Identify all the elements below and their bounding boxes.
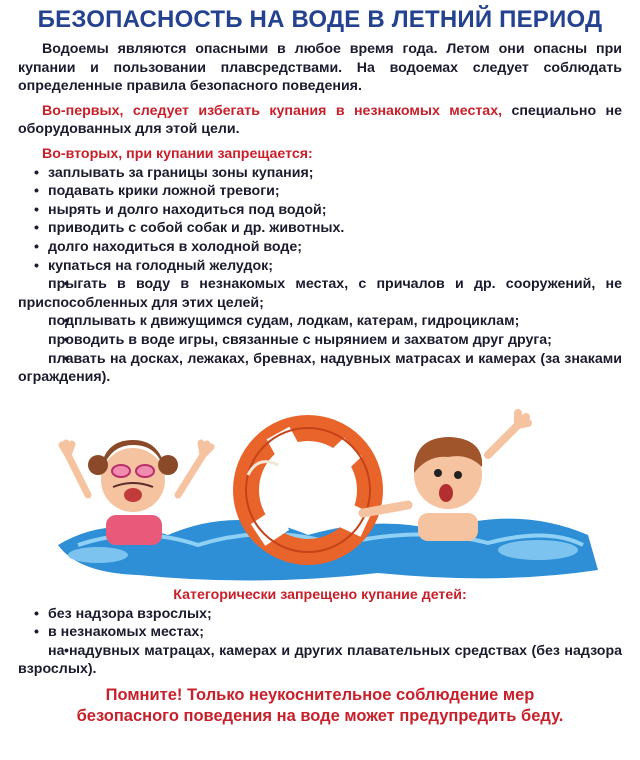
footer-note bbox=[18, 685, 622, 727]
first-rule-rest: специально не оборудованных для этой цели. bbox=[18, 102, 622, 138]
first-rule-highlight: Во-первых, следует избегать купания в незнакомых местах, bbox=[42, 102, 503, 119]
list-item: • без надзора взрослых; bbox=[18, 605, 622, 624]
list-item: • заплывать за границы зоны купания; bbox=[18, 164, 622, 183]
first-rule bbox=[18, 102, 622, 139]
second-heading: Во-вторых, при купании запрещается: bbox=[42, 145, 313, 162]
page-title: БЕЗОПАСНОСТЬ НА ВОДЕ В ЛЕТНИЙ ПЕРИОД bbox=[37, 6, 603, 33]
lifebuoy-icon bbox=[246, 428, 370, 552]
list-item: • подплывать к движущимся судам, лодкам, катерам, гидроциклам; bbox=[18, 312, 622, 331]
list-item: • проводить в воде игры, связанные с нырянием и захватом друг друга; bbox=[18, 331, 622, 350]
intro-paragraph: Водоемы являются опасными в любое время года. Летом они опасны при купании и пользовании плавсредствами. На водоемах следует соблюдать определенные правила безопасного поведения. bbox=[18, 41, 622, 95]
illustration bbox=[18, 395, 622, 585]
children-heading: Категорически запрещено купание детей: bbox=[173, 586, 467, 603]
list-item: • плавать на досках, лежаках, бревнах, надувных матрасах и камерах (за знаками ограждения). bbox=[18, 350, 622, 387]
list-item: • прыгать в воду в незнакомых местах, с причалов и др. сооружений, не приспособленных для этих целей; bbox=[18, 275, 622, 312]
footer-line-2: безопасного поведения на воде может предупредить беду. bbox=[76, 707, 564, 726]
list-item: • купаться на голодный желудок; bbox=[18, 257, 622, 276]
list-item: • нырять и долго находиться под водой; bbox=[18, 201, 622, 220]
list-item: • долго находиться в холодной воде; bbox=[18, 238, 622, 257]
list-item: • в незнакомых местах; bbox=[18, 623, 622, 642]
footer-line-1: Помните! Только неукоснительное соблюдение мер bbox=[105, 686, 535, 705]
swimmers-illustration bbox=[18, 395, 622, 585]
list-item: • на надувных матрацах, камерах и других плавательных средствах (без надзора взрослых). bbox=[18, 642, 622, 679]
list-item: • приводить с собой собак и др. животных. bbox=[18, 219, 622, 238]
list-item: • подавать крики ложной тревоги; bbox=[18, 182, 622, 201]
